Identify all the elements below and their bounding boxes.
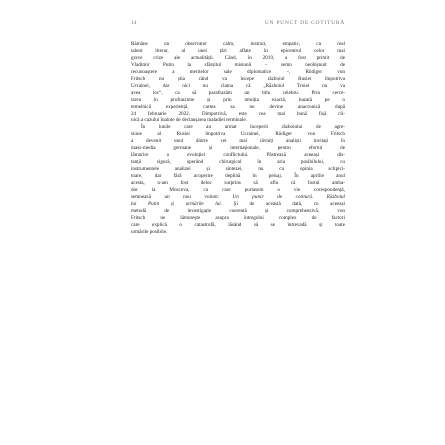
italic-text: Un punct de cotitură. Războiul [232, 193, 345, 200]
text-segment: Fritsch ne lămurește asupra întregului complex de factori [131, 214, 345, 221]
text-segment: temeinică experiență, cartea sa nu devine anacronică după [131, 103, 345, 110]
text-segment: care explică o catastrofă, lăsând să se întrevadă și toate [131, 221, 345, 228]
text-line [131, 208, 345, 215]
text-line [131, 90, 345, 97]
text-segment: Ucrainei, dar nici nu clama că „Războiul Troiei nu va [131, 82, 345, 89]
text-line [131, 55, 345, 62]
text-segment: toare, dar fără acoperire deplină în peisaj. În aprilie anul [131, 173, 345, 180]
text-segment: metodă de investigație coerentă și comprehensivă, von [131, 207, 345, 214]
text-segment: 24 februarie 2022. Dimpotrivă, este cea mai bună fișă cli- [131, 110, 345, 117]
text-segment: lămurire a evoluției conflictului. Păstrează aceeași dis- [131, 152, 345, 159]
text-line [131, 124, 345, 131]
text-line [131, 83, 345, 90]
text-segment: siune al Rusiei împotriva Ucrainei, Rüdiger von Fritsch [131, 131, 345, 138]
text-line [131, 152, 345, 159]
text-line [131, 76, 345, 83]
text-line [131, 62, 345, 69]
text-segment: Rămâne un observator calm, instruit, empatic, cu real [131, 41, 345, 47]
text-line [131, 97, 345, 104]
text-line [131, 48, 345, 55]
text-segment: a devenit unul dintre cei mai râvniți analiști invitați în [131, 138, 345, 145]
text-segment: grave crize ale actualității. Când, în 2019, a fost primit de [131, 54, 345, 61]
text-segment: . Și de această dată, cu aceeași [220, 200, 345, 207]
text-line [131, 187, 345, 194]
text-line [131, 201, 345, 208]
text-line [131, 41, 345, 48]
text-line [131, 222, 345, 229]
text-segment: avea loc“, ca să parafrazăm un titlu celebru. Prin cerce- [131, 89, 345, 96]
text-line [131, 69, 345, 76]
text-segment: Fritsch nu știa când va începe războiul Rusiei împotriva [131, 75, 345, 82]
page-number: 14 [131, 20, 137, 26]
text-segment: În lunile care au urmat începerii războiului de agre- [141, 124, 345, 131]
text-line [131, 111, 345, 118]
text-segment: acesta, n-am fost deloc surprins să aflu că fostul amba- [131, 180, 345, 187]
text-segment: nică a cazului înainte de declanșarea maladiei terminale. [131, 117, 247, 124]
text-line [131, 229, 345, 236]
text-line [131, 104, 345, 111]
text-line [131, 159, 345, 166]
text-segment: Vladimir Putin la sfârșitul misiunii – semn neobișnuit de [131, 61, 345, 68]
text-line [131, 215, 345, 222]
text-segment: instrumentele analizei și sintezei, nu cu opinia sclipici- [131, 166, 345, 173]
text-line [131, 180, 345, 187]
text-segment: talent literar, al unei țări aflate în epicentrul celor mai [131, 47, 345, 54]
text-segment: recunoaștere a meritelor sale diplomatice –, Rüdiger von [131, 68, 345, 75]
text-segment: mass-media germane și internaționale, pentru efortul de [131, 145, 345, 152]
italic-text: lui Putin și urmările lui [131, 200, 221, 207]
text-segment: dor la Moscova, cu care purtasem o vie corespondență, [131, 187, 345, 194]
running-header [131, 20, 345, 30]
body-text [131, 41, 345, 236]
text-line [131, 194, 345, 201]
text-line [131, 131, 345, 138]
text-segment: tanță sigură, operând chirurgical în aria posibilului, cu [131, 159, 345, 166]
text-segment: tarea în profunzime și prin intuiția exactă, bazată pe o [131, 96, 345, 103]
running-title: UN PUNCT DE COTITURĂ [264, 20, 345, 26]
text-segment: urmările posibile. [131, 228, 168, 235]
text-segment: semnează un nou volum: [131, 193, 233, 200]
